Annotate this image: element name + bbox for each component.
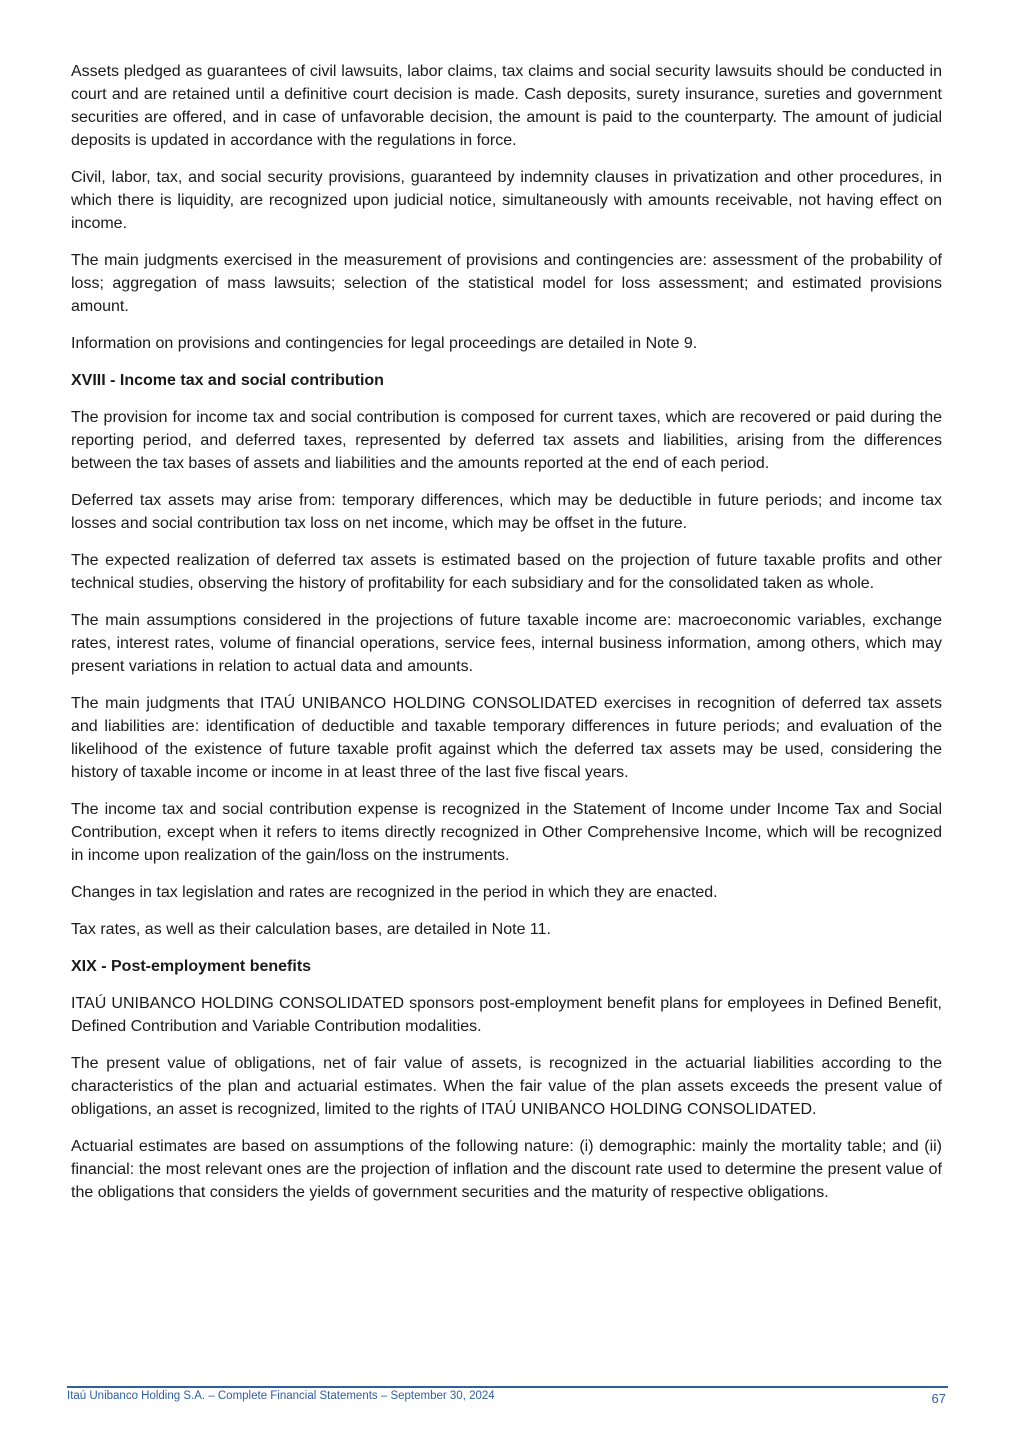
paragraph: Assets pledged as guarantees of civil lawsuits, labor claims, tax claims and social security lawsuits should be conducted in court and are retained until a definitive court decision is made. Cash deposits, surety insurance, sureties and government securities are offered, and in case of unfavorable decision, the amount is paid to the counterparty. The amount of judicial deposits is updated in accordance with the regulations in force. — [71, 63, 942, 149]
section-heading: XIX - Post-employment benefits — [71, 958, 312, 975]
paragraph: Deferred tax assets may arise from: temporary differences, which may be deductible in future periods; and income tax losses and social contribution tax loss on net income, which may be offset in the future. — [71, 492, 942, 532]
paragraph: The main judgments that ITAÚ UNIBANCO HOLDING CONSOLIDATED exercises in recognition of deferred tax assets and liabilities are: identification of deductible and taxable temporary differences in future periods; and evaluation of the likelihood of the existence of future taxable profit against which the deferred tax assets may be used, considering the history of taxable income or income in at least three of the last five fiscal years. — [71, 695, 942, 781]
paragraph: The main judgments exercised in the measurement of provisions and contingencies are: assessment of the probability of loss; aggregation of mass lawsuits; selection of the statistical model for loss assessment; and estimated provisions amount. — [71, 252, 942, 315]
document-body — [71, 60, 942, 1218]
paragraph: ITAÚ UNIBANCO HOLDING CONSOLIDATED sponsors post-employment benefit plans for employees in Defined Benefit, Defined Contribution and Variable Contribution modalities. — [71, 995, 942, 1035]
paragraph: Actuarial estimates are based on assumptions of the following nature: (i) demographic: mainly the mortality table; and (ii) financial: the most relevant ones are the projection of inflation and the discount rate used to determine the present value of the obligations that considers the yields of government securities and the maturity of respective obligations. — [71, 1138, 942, 1201]
paragraph: The expected realization of deferred tax assets is estimated based on the projection of future taxable profits and other technical studies, observing the history of profitability for each subsidiary and for the consolidated taken as whole. — [71, 552, 942, 592]
paragraph: The income tax and social contribution expense is recognized in the Statement of Income under Income Tax and Social Contribution, except when it refers to items directly recognized in Other Comprehensive Income, which will be recognized in income upon realization of the gain/loss on the instruments. — [71, 801, 942, 864]
page-number: 67 — [931, 1391, 946, 1406]
paragraph: The present value of obligations, net of fair value of assets, is recognized in the actuarial liabilities according to the characteristics of the plan and actuarial estimates. When the fair value of the plan assets exceeds the present value of obligations, an asset is recognized, limited to the rights of ITAÚ UNIBANCO HOLDING CONSOLIDATED. — [71, 1055, 942, 1118]
section-heading: XVIII - Income tax and social contribution — [71, 372, 384, 389]
footer-title: Itaú Unibanco Holding S.A. – Complete Financial Statements – September 30, 2024 — [67, 1390, 495, 1402]
paragraph: Tax rates, as well as their calculation bases, are detailed in Note 11. — [71, 921, 551, 938]
paragraph: Changes in tax legislation and rates are recognized in the period in which they are enacted. — [71, 884, 718, 901]
paragraph: The main assumptions considered in the projections of future taxable income are: macroeconomic variables, exchange rates, interest rates, volume of financial operations, service fees, internal business information, among others, which may present variations in relation to actual data and amounts. — [71, 612, 942, 675]
footer-divider — [67, 1386, 948, 1388]
paragraph: The provision for income tax and social contribution is composed for current taxes, which are recovered or paid during the reporting period, and deferred taxes, represented by deferred tax assets and liabilities, arising from the differences between the tax bases of assets and liabilities and the amounts reported at the end of each period. — [71, 409, 942, 472]
paragraph: Civil, labor, tax, and social security provisions, guaranteed by indemnity clauses in privatization and other procedures, in which there is liquidity, are recognized upon judicial notice, simultaneously with amounts receivable, not having effect on income. — [71, 169, 942, 232]
paragraph: Information on provisions and contingencies for legal proceedings are detailed in Note 9. — [71, 335, 698, 352]
